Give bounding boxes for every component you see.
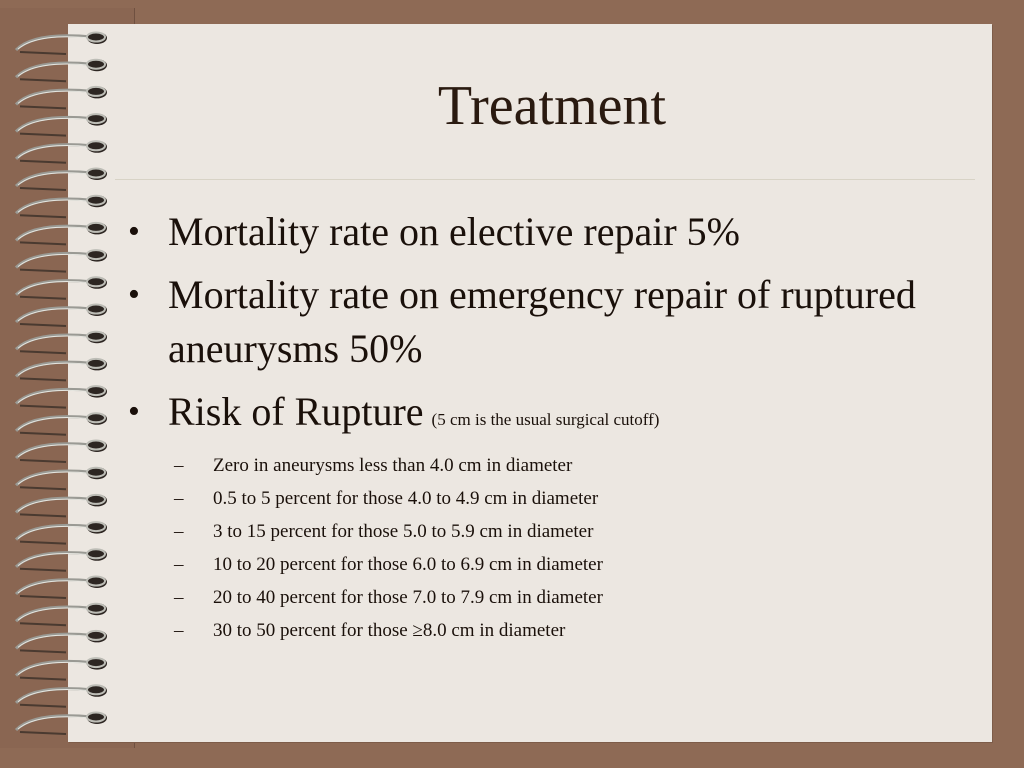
- bullet-text-group: [168, 385, 948, 447]
- sub-item-text: 10 to 20 percent for those 6.0 to 6.9 cm in diameter: [213, 554, 603, 575]
- sub-item: [174, 515, 948, 548]
- title-divider: [115, 179, 975, 180]
- spiral-binding: [0, 0, 130, 768]
- dash-mark: –: [174, 455, 184, 476]
- binding-ring-icon: [16, 440, 107, 462]
- binding-ring-icon: [16, 522, 107, 544]
- binding-ring-icon: [16, 86, 107, 108]
- sub-item-text: Zero in aneurysms less than 4.0 cm in diameter: [213, 455, 573, 476]
- binding-ring-icon: [16, 114, 107, 136]
- binding-ring-icon: [16, 59, 107, 81]
- bullet-mark: •: [128, 213, 140, 250]
- bullet-emergency-mortality: [128, 268, 948, 376]
- bullet-mark: •: [128, 276, 140, 313]
- sub-item-text: 0.5 to 5 percent for those 4.0 to 4.9 cm in diameter: [213, 488, 599, 509]
- binding-ring-icon: [16, 685, 107, 707]
- dash-mark: –: [174, 620, 184, 641]
- binding-ring-icon: [16, 413, 107, 435]
- binding-ring-icon: [16, 630, 107, 652]
- binding-ring-icon: [16, 467, 107, 489]
- binding-ring-icon: [16, 576, 107, 598]
- bullet-mark: •: [128, 393, 140, 430]
- binding-ring-icon: [16, 658, 107, 680]
- sub-item: [174, 482, 948, 515]
- binding-ring-icon: [16, 304, 107, 326]
- binding-ring-icon: [16, 331, 107, 353]
- sub-item-text: 30 to 50 percent for those ≥8.0 cm in diameter: [213, 620, 566, 641]
- slide-content: [128, 205, 948, 647]
- binding-ring-icon: [16, 195, 107, 217]
- binding-ring-icon: [16, 358, 107, 380]
- binding-ring-icon: [16, 222, 107, 244]
- binding-ring-icon: [16, 168, 107, 190]
- binding-ring-icon: [16, 277, 107, 299]
- bullet-elective-mortality: [128, 205, 948, 259]
- binding-ring-icon: [16, 250, 107, 272]
- sub-item: [174, 449, 948, 482]
- dash-mark: –: [174, 521, 184, 542]
- binding-ring-icon: [16, 386, 107, 408]
- dash-mark: –: [174, 488, 184, 509]
- binding-ring-icon: [16, 32, 107, 54]
- sub-item: [174, 581, 948, 614]
- dash-mark: –: [174, 587, 184, 608]
- sub-item: [174, 548, 948, 581]
- binding-ring-icon: [16, 494, 107, 516]
- bullet-text: Mortality rate on elective repair 5%: [168, 209, 740, 254]
- risk-label: Risk of Rupture: [168, 389, 424, 434]
- binding-ring-icon: [16, 603, 107, 625]
- dash-mark: –: [174, 554, 184, 575]
- binding-ring-icon: [16, 141, 107, 163]
- slide-title: Treatment: [437, 75, 667, 137]
- risk-note: (5 cm is the usual surgical cutoff): [431, 410, 660, 429]
- sub-item-text: 3 to 15 percent for those 5.0 to 5.9 cm in diameter: [213, 521, 594, 542]
- bullet-risk-of-rupture: [128, 385, 948, 447]
- bullet-text: Mortality rate on emergency repair of ruptured aneurysms 50%: [168, 272, 916, 371]
- sub-item-text: 20 to 40 percent for those 7.0 to 7.9 cm in diameter: [213, 587, 603, 608]
- binding-ring-icon: [16, 712, 107, 734]
- sub-item: [174, 614, 948, 647]
- binding-ring-icon: [16, 549, 107, 571]
